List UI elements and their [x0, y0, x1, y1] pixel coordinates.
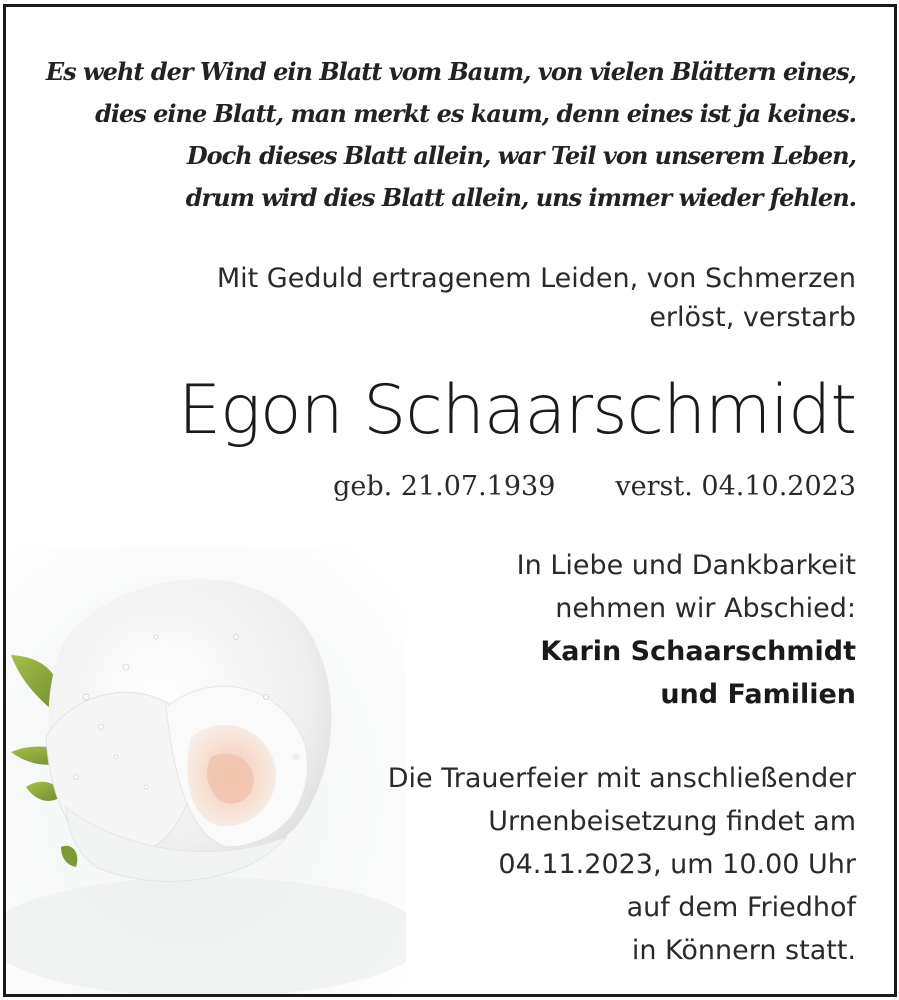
birth-date: geb. 21.07.1939 — [333, 471, 556, 502]
service-line: auf dem Friedhof — [626, 892, 856, 923]
intro-text — [96, 259, 856, 337]
life-dates — [333, 467, 856, 507]
mourner-name: und Familien — [660, 679, 856, 710]
service-line: Die Trauerfeier mit anschließender — [387, 763, 856, 794]
obituary-frame — [3, 4, 897, 997]
poem-line: Es weht der Wind ein Blatt vom Baum, von vielen Blättern eines, — [45, 57, 856, 86]
mourners-line: In Liebe und Dankbarkeit — [516, 550, 856, 581]
intro-line: Mit Geduld ertragenem Leiden, von Schmerzen — [216, 263, 856, 294]
death-date: verst. 04.10.2023 — [615, 471, 856, 502]
mourners — [296, 544, 856, 716]
poem-line: Doch dieses Blatt allein, war Teil von unserem Leben, — [186, 141, 856, 170]
service-info — [296, 757, 856, 972]
poem-line: drum wird dies Blatt allein, uns immer wieder fehlen. — [185, 183, 856, 212]
mourner-name: Karin Schaarschmidt — [540, 636, 856, 667]
mourners-line: nehmen wir Abschied: — [555, 593, 856, 624]
service-line: Urnenbeisetzung findet am — [488, 806, 856, 837]
poem — [36, 51, 856, 219]
service-line: in Könnern statt. — [631, 935, 856, 966]
service-line: 04.11.2023, um 10.00 Uhr — [498, 849, 856, 880]
deceased-name: Egon Schaarschmidt — [178, 371, 856, 450]
poem-line: dies eine Blatt, man merkt es kaum, denn eines ist ja keines. — [95, 99, 856, 128]
intro-line: erlöst, verstarb — [649, 302, 856, 333]
